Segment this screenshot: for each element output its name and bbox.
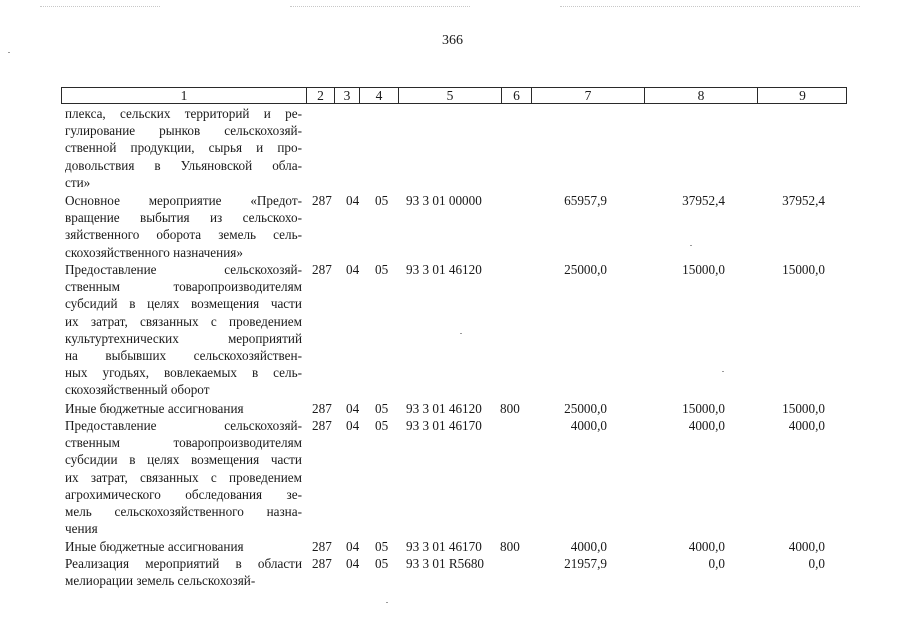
page-number: 366 xyxy=(442,33,463,48)
amount-col-7: 4000,0 xyxy=(570,539,607,554)
description-line: мелиорации земель сельскохозяй- xyxy=(65,573,256,589)
amount-col-7: 25000,0 xyxy=(564,401,607,416)
description-line: плекса, сельских территорий и ре- xyxy=(65,106,302,121)
target-article-code: 93 3 01 46120 xyxy=(406,262,482,277)
scan-artifact xyxy=(40,6,160,8)
description-line: Предоставление сельскохозяй- xyxy=(65,262,302,277)
target-article-code: 93 3 01 46170 xyxy=(406,539,482,554)
description-line: довольствия в Ульяновской обла- xyxy=(65,157,302,173)
admin-code: 287 xyxy=(312,193,332,208)
description-line: ственным товаропроизводителям xyxy=(65,435,302,451)
subsection-code: 05 xyxy=(375,418,389,433)
description-line: агрохимического обследования зе- xyxy=(65,486,302,502)
row-description xyxy=(65,192,302,261)
description-line: Иные бюджетные ассигнования xyxy=(65,539,244,554)
description-line: субсидии в целях возмещения части xyxy=(65,452,302,468)
amount-col-8: 4000,0 xyxy=(688,418,725,433)
amount-col-7: 21957,9 xyxy=(564,556,607,571)
subsection-code: 05 xyxy=(375,556,389,571)
amount-col-8: 37952,4 xyxy=(682,193,725,208)
amount-col-7: 65957,9 xyxy=(564,193,607,208)
description-line: чения xyxy=(65,521,98,537)
header-col-2: 2 xyxy=(306,88,334,103)
description-line: гулирование рынков сельскохозяй- xyxy=(65,123,302,139)
section-code: 04 xyxy=(346,262,360,277)
description-line: ных угодьях, вовлекаемых в сель- xyxy=(65,365,302,381)
section-code: 04 xyxy=(346,401,360,416)
description-line: Иные бюджетные ассигнования xyxy=(65,401,244,416)
row-description xyxy=(65,538,302,555)
amount-col-9: 15000,0 xyxy=(782,401,825,416)
amount-col-8: 0,0 xyxy=(708,556,725,571)
row-description xyxy=(65,261,302,399)
description-line: зяйственного оборота земель сель- xyxy=(65,227,302,243)
section-code: 04 xyxy=(346,418,360,433)
header-col-5: 5 xyxy=(398,88,501,103)
header-col-8: 8 xyxy=(644,88,757,103)
row-description xyxy=(65,417,302,537)
section-code: 04 xyxy=(346,556,360,571)
target-article-code: 93 3 01 46170 xyxy=(406,418,482,433)
row-description xyxy=(65,400,302,417)
description-line: их затрат, связанных с проведением xyxy=(65,313,302,329)
target-article-code: 93 3 01 R5680 xyxy=(406,556,485,571)
description-line: ственным товаропроизводителям xyxy=(65,279,302,295)
table-header xyxy=(61,87,847,104)
description-line: Реализация мероприятий в области xyxy=(65,556,302,571)
description-line: на выбывших сельскохозяйствен- xyxy=(65,347,302,363)
description-line: Предоставление сельскохозяй- xyxy=(65,418,302,433)
admin-code: 287 xyxy=(312,401,332,416)
row-description xyxy=(65,555,302,589)
header-col-3: 3 xyxy=(334,88,359,103)
header-col-6: 6 xyxy=(501,88,531,103)
amount-col-8: 4000,0 xyxy=(688,539,725,554)
admin-code: 287 xyxy=(312,418,332,433)
subsection-code: 05 xyxy=(375,539,389,554)
amount-col-7: 4000,0 xyxy=(570,418,607,433)
description-line: скохозяйственный оборот xyxy=(65,382,210,398)
amount-col-9: 37952,4 xyxy=(782,193,825,208)
scan-artifact xyxy=(460,333,462,334)
subsection-code: 05 xyxy=(375,262,389,277)
admin-code: 287 xyxy=(312,556,332,571)
description-line: субсидий в целях возмещения части xyxy=(65,296,302,312)
amount-col-8: 15000,0 xyxy=(682,401,725,416)
description-line: мель сельскохозяйственного назна- xyxy=(65,503,302,519)
scan-artifact xyxy=(290,6,470,8)
target-article-code: 93 3 01 46120 xyxy=(406,401,482,416)
scan-artifact xyxy=(560,6,860,8)
scan-artifact xyxy=(386,602,388,603)
amount-col-9: 0,0 xyxy=(808,556,825,571)
description-line: культуртехнических мероприятий xyxy=(65,330,302,346)
scan-artifact xyxy=(8,52,10,53)
description-line: Основное мероприятие «Предот- xyxy=(65,193,302,208)
expense-type-code: 800 xyxy=(500,539,520,554)
subsection-code: 05 xyxy=(375,193,389,208)
amount-col-9: 4000,0 xyxy=(788,539,825,554)
amount-col-7: 25000,0 xyxy=(564,262,607,277)
section-code: 04 xyxy=(346,539,360,554)
description-line: вращение выбытия из сельскохо- xyxy=(65,210,302,226)
amount-col-9: 4000,0 xyxy=(788,418,825,433)
header-col-9: 9 xyxy=(757,88,847,103)
header-col-7: 7 xyxy=(531,88,644,103)
description-line: ственной продукции, сырья и про- xyxy=(65,140,302,156)
description-line: их затрат, связанных с проведением xyxy=(65,469,302,485)
target-article-code: 93 3 01 00000 xyxy=(406,193,482,208)
expense-type-code: 800 xyxy=(500,401,520,416)
amount-col-8: 15000,0 xyxy=(682,262,725,277)
scan-artifact xyxy=(722,371,724,372)
subsection-code: 05 xyxy=(375,401,389,416)
header-col-4: 4 xyxy=(359,88,398,103)
description-line: скохозяйственного назначения» xyxy=(65,244,243,260)
description-line: сти» xyxy=(65,174,91,190)
admin-code: 287 xyxy=(312,539,332,554)
row-description xyxy=(65,105,302,191)
header-col-1: 1 xyxy=(180,88,188,103)
section-code: 04 xyxy=(346,193,360,208)
amount-col-9: 15000,0 xyxy=(782,262,825,277)
scan-artifact xyxy=(690,245,692,246)
admin-code: 287 xyxy=(312,262,332,277)
